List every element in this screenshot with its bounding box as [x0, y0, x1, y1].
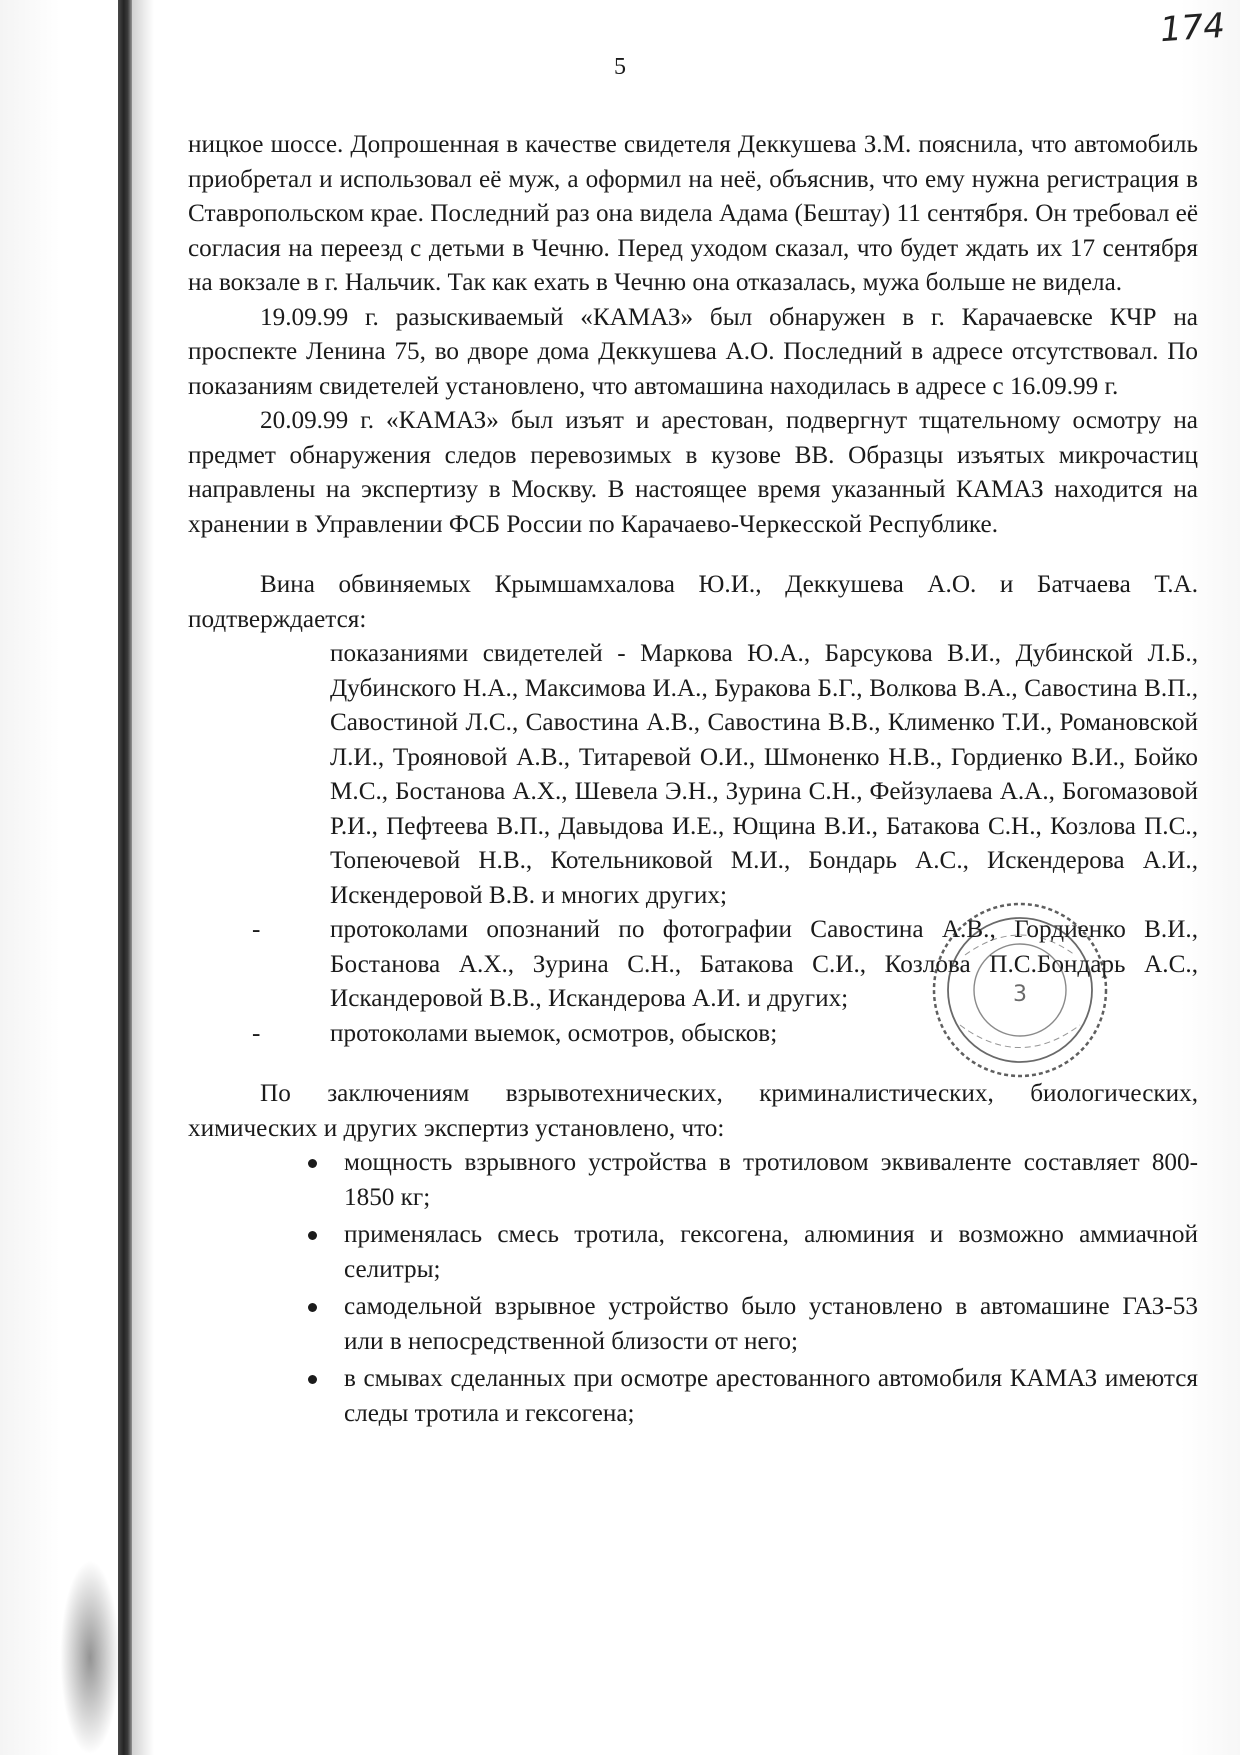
finding-text: в смывах сделанных при осмотре арестованного автомобиля КАМАЗ имеются следы тротила и гексогена; — [344, 1365, 1198, 1427]
bullet-icon — [308, 1375, 317, 1384]
finding-item — [188, 1362, 1198, 1431]
bullet-icon — [308, 1231, 317, 1240]
evidence-item — [188, 637, 1198, 913]
finding-item — [188, 1146, 1198, 1215]
binding-edge — [118, 0, 132, 1755]
svg-text:3: 3 — [1013, 982, 1027, 1007]
list-dash: - — [252, 1019, 261, 1047]
list-dash: - — [252, 916, 261, 943]
scan-smudge — [60, 1560, 120, 1755]
paragraph-testimony: ницкое шоссе. Допрошенная в качестве свидетеля Деккушева З.М. пояснила, что автомобиль приобретал и использовал её муж, а оформил на неё, объяснив, что ему нужна регистрация в Ставропольском крае. Последний раз она видела Адама (Бештау) 11 сентября. Он требовал её согласия на переезд с детьми в Чечню. Перед уходом сказал, что будет ждать их 17 сентября на вокзале в г. Нальчик. Так как ехать в Чечню она отказалась, мужа больше не видела. — [188, 131, 1198, 296]
finding-text: самодельной взрывное устройство было установлено в автомашине ГАЗ-53 или в непосредственной близости от него; — [344, 1293, 1198, 1355]
page-number: 5 — [614, 54, 626, 80]
paragraph-kamaz-seized: 20.09.99 г. «КАМАЗ» был изъят и арестован, подвергнут тщательному осмотру на предмет обнаружения следов перевозимых в кузове ВВ. Образцы изъятых микрочастиц направлены на экспертизу в Москву. В настоящее время указанный КАМАЗ находится на хранении в Управлении ФСБ России по Карачаево-Черкесской Республике. — [188, 407, 1198, 538]
evidence-text: протоколами опознаний по фотографии Савостина А.В., Гордиенко В.И., Бостанова А.Х., Зурина С.Н., Батакова С.И., Козлова П.С.Бондарь А.С., Искандеровой В.В., Искандерова А.И. и других; — [330, 916, 1198, 1012]
paragraph-kamaz-found: 19.09.99 г. разыскиваемый «КАМАЗ» был обнаружен в г. Карачаевске КЧР на проспекте Ленина 75, во дворе дома Деккушева А.О. Последний в адресе отсутствовал. По показаниям свидетелей установлено, что автомашина находилась в адресе с 16.09.99 г. — [188, 303, 1198, 400]
folio-number: 174 — [1158, 5, 1227, 51]
bullet-icon — [308, 1159, 317, 1168]
binding-shadow — [132, 0, 154, 1755]
document-body — [188, 128, 1198, 1434]
evidence-text: протоколами выемок, осмотров, обысков; — [330, 1019, 778, 1047]
finding-item — [188, 1218, 1198, 1287]
finding-text: применялась смесь тротила, гексогена, алюминия и возможно аммиачной селитры; — [344, 1221, 1198, 1283]
bullet-icon — [308, 1303, 317, 1312]
round-seal-icon — [925, 895, 1115, 1085]
paragraph-expertise-intro: По заключениям взрывотехнических, криминалистических, биологических, химических и других экспертиз установлено, что: — [188, 1080, 1198, 1142]
evidence-text: показаниями свидетелей - Маркова Ю.А., Барсукова В.И., Дубинской Л.Б., Дубинского Н.А., Максимова И.А., Буракова Б.Г., Волкова В.А., Савостина В.П., Савостиной Л.С., Савостина А.В., Савостина В.В., Клименко Т.И., Романовской Л.И., Трояновой А.В., Титаревой О.И., Шмоненко Н.В., Гордиенко В.И., Бойко М.С., Бостанова А.Х., Шевела Э.Н., Зурина С.Н., Фейзулаева А.А., Богомазовой Р.И., Пефтеева В.П., Давыдова И.Е., Ющина В.И., Батакова С.Н., Козлова П.С., Топеючевой Н.В., Котельниковой М.И., Бондарь А.С., Искендерова А.И., Искендеровой В.В. и многих других; — [330, 640, 1198, 909]
paragraph-guilt-confirmed: Вина обвиняемых Крымшамхалова Ю.И., Деккушева А.О. и Батчаева Т.А. подтверждается: — [188, 571, 1198, 633]
finding-item — [188, 1290, 1198, 1359]
findings-list — [188, 1146, 1198, 1431]
finding-text: мощность взрывного устройства в тротиловом эквиваленте составляет 800-1850 кг; — [344, 1149, 1198, 1211]
